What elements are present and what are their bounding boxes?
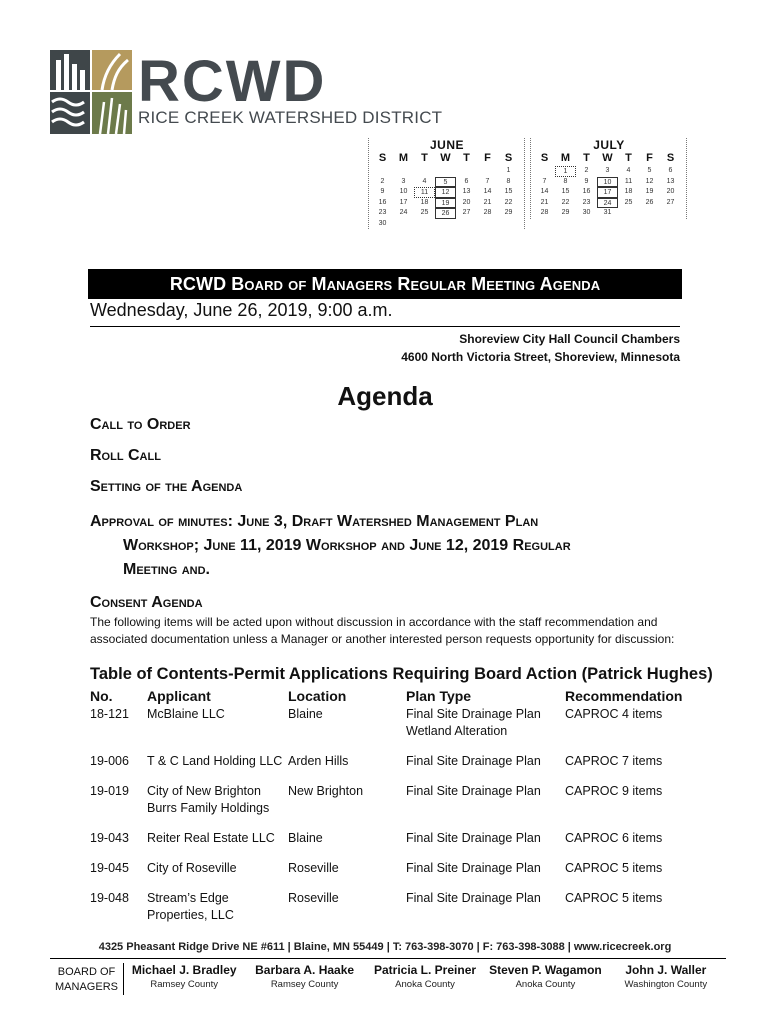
approval-line-3: Meeting and. <box>123 561 210 578</box>
calendar-day: 12 <box>435 187 456 198</box>
calendar-day: 20 <box>462 198 471 206</box>
col-header-no: No. <box>90 688 113 704</box>
calendar-day: 14 <box>540 188 549 195</box>
calendar-weekday: T <box>583 152 590 164</box>
calendar-day: 10 <box>399 188 408 195</box>
calendar-day: 15 <box>561 188 570 195</box>
permit-table-title: Table of Contents-Permit Applications Requiring Board Action (Patrick Hughes) <box>90 665 713 683</box>
cell-location: Roseville <box>288 861 339 875</box>
calendar-week <box>534 187 684 198</box>
cell-no: 18-121 <box>90 707 129 721</box>
calendar-day: 22 <box>504 198 513 206</box>
calendar-day <box>477 166 498 177</box>
manager-county: Ramsey County <box>150 979 218 990</box>
calendar-month-title: JULY <box>593 138 625 152</box>
cell-location: Roseville <box>288 891 339 905</box>
permit-table <box>90 688 690 924</box>
calendar-day: 13 <box>462 188 471 195</box>
table-row <box>90 890 690 924</box>
calendar-day: 28 <box>540 209 549 216</box>
calendar-day: 16 <box>378 198 387 206</box>
cell-recommendation: CAPROC 9 items <box>565 784 663 798</box>
calendar-day: 28 <box>483 209 492 216</box>
calendar-day <box>639 208 660 219</box>
table-row <box>90 753 690 770</box>
calendar-week <box>372 187 522 198</box>
calendar-day <box>393 219 414 230</box>
calendar-day: 27 <box>666 198 675 206</box>
calendar-day: 29 <box>561 209 570 216</box>
logo-wordmark: RCWD <box>138 49 327 114</box>
cell-recommendation: CAPROC 5 items <box>565 891 663 905</box>
calendar-day: 19 <box>645 188 654 195</box>
calendar-day: 21 <box>483 198 492 206</box>
cell-location: Blaine <box>288 707 323 721</box>
manager-county: Anoka County <box>395 979 455 990</box>
managers-label <box>50 963 124 995</box>
calendar-weekday: T <box>625 152 632 164</box>
section-approval-of-minutes <box>90 510 690 582</box>
calendar-day: 3 <box>401 177 406 185</box>
location-line-2: 4600 North Victoria Street, Shoreview, Minnesota <box>401 350 680 364</box>
calendar-week <box>372 219 522 230</box>
calendar-day <box>372 166 393 177</box>
calendar-day: 2 <box>584 167 589 174</box>
calendar-day <box>498 219 519 230</box>
calendar-day: 11 <box>624 177 633 185</box>
cell-location: Arden Hills <box>288 754 349 768</box>
calendar-day: 18 <box>420 198 429 206</box>
cell-plan-type: Final Site Drainage Plan <box>406 861 541 875</box>
cell-applicant: T & C Land Holding LLC <box>147 754 283 768</box>
calendar-day: 19 <box>435 198 456 209</box>
calendar-day: 26 <box>435 208 456 219</box>
calendar-weekday: S <box>504 152 513 164</box>
cell-recommendation: CAPROC 6 items <box>565 831 663 845</box>
cell-recommendation: CAPROC 7 items <box>565 754 663 768</box>
calendar-day: 6 <box>668 167 673 174</box>
col-header-plan-type: Plan Type <box>406 688 472 704</box>
calendar-day <box>618 208 639 219</box>
calendar-day: 3 <box>605 167 610 174</box>
cell-plan-type: Final Site Drainage Plan <box>406 784 541 798</box>
agenda-heading: Agenda <box>337 381 433 411</box>
calendar-day <box>456 219 477 230</box>
calendar-day: 29 <box>504 209 513 216</box>
managers-label-line-1: BOARD OF <box>57 966 116 978</box>
calendar-june <box>372 138 522 229</box>
rcwd-logo <box>50 49 443 136</box>
calendar-day: 5 <box>647 167 652 174</box>
manager-county: Anoka County <box>515 979 576 990</box>
col-header-recommendation: Recommendation <box>565 688 683 704</box>
agenda-title-bar: RCWD Board of Managers Regular Meeting Agenda <box>88 269 682 299</box>
calendar-weekday: W <box>602 152 613 164</box>
section-consent-agenda: Consent Agenda <box>90 594 203 611</box>
calendar-day: 6 <box>464 177 469 185</box>
cell-recommendation: CAPROC 4 items <box>565 707 663 721</box>
consent-description: The following items will be acted upon without discussion in accordance with the staff recommendation and associated documentation unless a Manager or another interested person requests opportunity for discussion: <box>90 615 675 646</box>
location-line-1: Shoreview City Hall Council Chambers <box>459 332 680 346</box>
calendar-day: 30 <box>582 209 591 216</box>
calendar-day: 12 <box>645 177 654 185</box>
calendar-day: 22 <box>561 198 570 206</box>
calendar-day: 31 <box>603 209 612 216</box>
calendar-day: 7 <box>485 177 490 185</box>
calendar-weekday: S <box>378 152 387 164</box>
calendar-day <box>456 166 477 177</box>
calendar-day <box>660 208 681 219</box>
manager <box>124 963 244 995</box>
cell-plan-type: Final Site Drainage Plan <box>406 754 541 768</box>
board-of-managers <box>50 963 726 995</box>
calendar-weekday: W <box>440 152 451 164</box>
calendar-day: 27 <box>462 209 471 216</box>
calendar-day <box>534 166 555 177</box>
cell-no: 19-048 <box>90 891 129 905</box>
footer-address: 4325 Pheasant Ridge Drive NE #611 | Blaine, MN 55449 | T: 763-398-3070 | F: 763-398-3088 | www.ricecreek.org <box>98 941 672 953</box>
calendar-day: 24 <box>597 198 618 209</box>
permit-table-body <box>90 706 690 924</box>
calendar-weekday: F <box>646 152 653 164</box>
calendar-day: 16 <box>582 188 591 195</box>
manager <box>485 963 605 995</box>
calendar-day: 21 <box>540 198 549 206</box>
calendar-day <box>414 166 435 177</box>
rcwd-logo-mark-icon <box>50 50 132 134</box>
section-roll-call: Roll Call <box>90 447 161 464</box>
manager-county: Ramsey County <box>270 979 339 990</box>
section-call-to-order: Call to Order <box>90 416 191 433</box>
calendar-day: 4 <box>626 167 631 174</box>
calendar-day: 23 <box>582 198 591 206</box>
permit-table-header <box>90 688 690 706</box>
manager <box>244 963 364 995</box>
calendar-weeks <box>372 166 522 229</box>
calendar-day: 1 <box>555 166 576 177</box>
calendar-day: 8 <box>506 177 511 185</box>
calendar-day: 14 <box>483 188 492 195</box>
calendar-day <box>435 166 456 177</box>
calendar-week <box>534 166 684 177</box>
cell-applicant: City of New Brighton Burrs Family Holdings <box>147 784 270 815</box>
calendar-weekday: T <box>463 152 470 164</box>
calendar-day: 24 <box>399 209 408 216</box>
calendar-month-title: JUNE <box>429 138 464 152</box>
table-row <box>90 783 690 817</box>
calendar-day: 17 <box>399 198 408 206</box>
calendar-july <box>534 138 684 219</box>
calendar-weekday: F <box>484 152 491 164</box>
manager-name: Patricia L. Preiner <box>373 963 477 977</box>
calendar-day: 5 <box>435 177 456 188</box>
calendar-weekday: S <box>540 152 549 164</box>
logo-subtitle: RICE CREEK WATERSHED DISTRICT <box>138 108 443 127</box>
calendar-day: 2 <box>380 177 385 185</box>
calendar-weekday: M <box>560 152 571 164</box>
calendar-day: 18 <box>624 188 633 195</box>
cell-no: 19-006 <box>90 754 129 768</box>
calendar-day: 9 <box>380 188 385 195</box>
cell-location: Blaine <box>288 831 323 845</box>
manager-name: Michael J. Bradley <box>131 963 237 977</box>
cell-applicant: Stream’s Edge Properties, LLC <box>147 891 234 922</box>
cell-no: 19-045 <box>90 861 129 875</box>
cell-plan-type: Final Site Drainage Plan <box>406 891 541 905</box>
cell-no: 19-019 <box>90 784 129 798</box>
calendar-weekdays <box>372 152 522 166</box>
calendar-day: 10 <box>597 177 618 188</box>
calendar-day <box>435 219 456 230</box>
cell-applicant: McBlaine LLC <box>147 707 225 721</box>
calendar-week <box>372 208 522 219</box>
calendar-day <box>477 219 498 230</box>
calendar-day: 4 <box>422 177 427 185</box>
calendar-week <box>372 166 522 177</box>
calendar-day: 25 <box>420 209 429 216</box>
meeting-location <box>401 330 680 366</box>
cell-recommendation: CAPROC 5 items <box>565 861 663 875</box>
cell-plan-type: Final Site Drainage Plan <box>406 831 541 845</box>
calendar-day: 23 <box>378 209 387 216</box>
section-setting-agenda: Setting of the Agenda <box>90 478 243 495</box>
cell-applicant: Reiter Real Estate LLC <box>147 831 275 845</box>
table-row <box>90 860 690 877</box>
calendar-day: 20 <box>666 188 675 195</box>
manager-name: Steven P. Wagamon <box>489 963 602 977</box>
calendar-day: 25 <box>624 198 633 206</box>
calendar-weekday: S <box>666 152 675 164</box>
calendar-week <box>534 177 684 188</box>
footer-divider <box>50 958 726 959</box>
calendar-week <box>534 208 684 219</box>
calendar-day: 17 <box>597 187 618 198</box>
manager <box>606 963 726 995</box>
cell-applicant: City of Roseville <box>147 861 237 875</box>
calendar-weekday: M <box>398 152 409 164</box>
manager-name: John J. Waller <box>625 963 707 977</box>
calendar-week <box>372 177 522 188</box>
calendar-day: 26 <box>645 198 654 206</box>
approval-line-1: Approval of minutes: June 3, Draft Watershed Management Plan <box>90 513 539 530</box>
calendar-day <box>414 219 435 230</box>
calendar-weeks <box>534 166 684 219</box>
calendar-day: 9 <box>584 177 589 185</box>
calendar-day: 11 <box>414 187 435 198</box>
col-header-location: Location <box>288 688 347 704</box>
calendar-weekday: T <box>421 152 428 164</box>
calendar-day: 15 <box>504 188 513 195</box>
managers-label-line-2: MANAGERS <box>55 981 118 993</box>
header-divider <box>90 326 680 327</box>
table-row <box>90 830 690 847</box>
cell-location: New Brighton <box>288 784 364 798</box>
manager-name: Barbara A. Haake <box>255 963 355 977</box>
table-row <box>90 706 690 740</box>
calendar-day <box>393 166 414 177</box>
manager-county: Washington County <box>624 979 708 990</box>
calendar-day: 30 <box>378 219 387 227</box>
calendar-day: 1 <box>506 167 511 174</box>
cell-no: 19-043 <box>90 831 129 845</box>
calendar-day: 8 <box>563 177 568 185</box>
calendar-week <box>534 198 684 209</box>
manager <box>365 963 485 995</box>
meeting-date: Wednesday, June 26, 2019, 9:00 a.m. <box>90 300 393 320</box>
approval-line-2: Workshop; June 11, 2019 Workshop and June 12, 2019 Regular <box>123 537 571 554</box>
calendar-week <box>372 198 522 209</box>
calendar-weekdays <box>534 152 684 166</box>
cell-plan-type: Final Site Drainage Plan Wetland Alteration <box>406 707 541 738</box>
calendar-day: 13 <box>666 177 675 185</box>
col-header-applicant: Applicant <box>147 688 211 704</box>
calendar-day: 7 <box>542 177 547 185</box>
